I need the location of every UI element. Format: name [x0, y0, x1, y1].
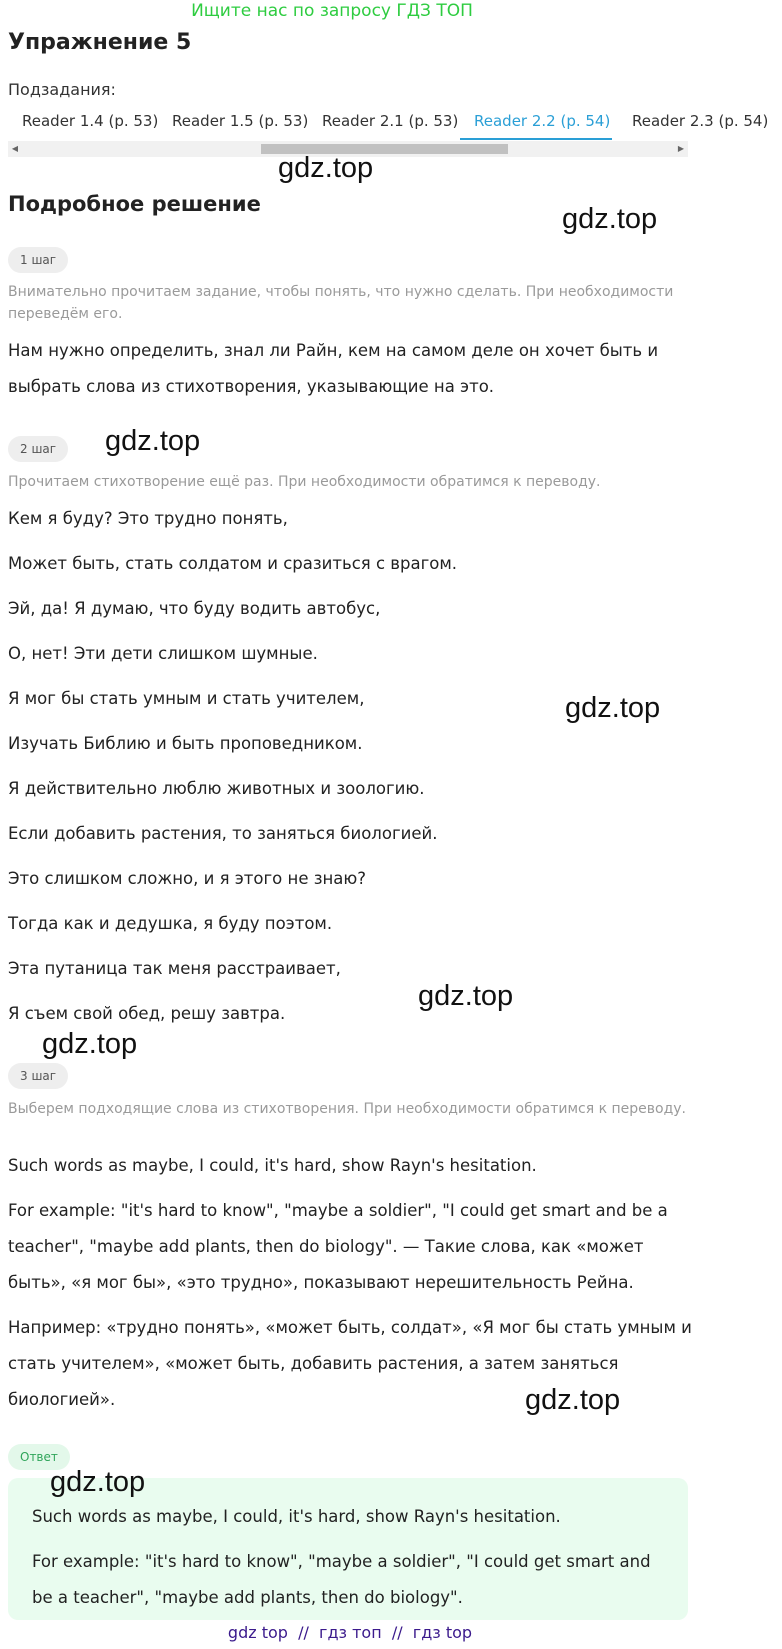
poem-line: Может быть, стать солдатом и сразиться с врагом.	[8, 554, 458, 573]
step-text: Such words as maybe, I could, it's hard, show Rayn's hesitation.	[8, 1156, 537, 1175]
poem-line: Я мог бы стать умным и стать учителем,	[8, 689, 365, 708]
step-hint: Внимательно прочитаем задание, чтобы понять, что нужно сделать. При необходимости переведём его.	[8, 284, 674, 322]
tab-reader-2-2[interactable]: Reader 2.2 (p. 54)	[460, 104, 612, 140]
page-title: Упражнение 5	[8, 30, 192, 55]
watermark: gdz.top	[565, 692, 661, 724]
watermark: gdz.top	[562, 203, 658, 235]
tab-reader-2-3[interactable]: Reader 2.3 (p. 54)	[632, 112, 769, 130]
poem-line: Я действительно люблю животных и зоологию.	[8, 779, 425, 798]
footer-links[interactable]: gdz top // гдз топ // гдз top	[227, 1623, 473, 1642]
watermark: gdz.top	[50, 1466, 146, 1498]
tab-reader-2-1[interactable]: Reader 2.1 (p. 53)	[322, 112, 459, 130]
step-text: Нам нужно определить, знал ли Райн, кем на самом деле он хочет быть и выбрать слова из стихотворения, указывающие на это.	[8, 341, 659, 396]
watermark: gdz.top	[278, 152, 374, 184]
tab-reader-1-4[interactable]: Reader 1.4 (p. 53)	[22, 112, 159, 130]
poem-line: Тогда как и дедушка, я буду поэтом.	[8, 914, 333, 933]
step-text: For example: "it's hard to know", "maybe a soldier", "I could get smart and be a teacher", "maybe add plants, then do biology". — Такие слова, как «может быть», «я мог бы», «это трудно», показывают нерешительность Рейна.	[8, 1201, 668, 1292]
scroll-left-icon[interactable]: ◀	[11, 144, 19, 153]
watermark: gdz.top	[42, 1028, 138, 1060]
tab-reader-1-5[interactable]: Reader 1.5 (p. 53)	[172, 112, 309, 130]
section-title: Подробное решение	[8, 192, 261, 216]
poem-line: Если добавить растения, то заняться биологией.	[8, 824, 438, 843]
answer-text: Such words as maybe, I could, it's hard, show Rayn's hesitation.	[32, 1507, 561, 1526]
subtask-tabs	[8, 104, 769, 140]
subtasks-label: Подзадания:	[8, 80, 116, 99]
watermark: gdz.top	[418, 980, 514, 1012]
poem-line: Изучать Библию и быть проповедником.	[8, 734, 363, 753]
poem-line: Это слишком сложно, и я этого не знаю?	[8, 869, 367, 888]
step-hint: Выберем подходящие слова из стихотворения. При необходимости обратимся к переводу.	[8, 1101, 686, 1117]
poem-line: Эй, да! Я думаю, что буду водить автобус,	[8, 599, 381, 618]
watermark: gdz.top	[525, 1384, 621, 1416]
step-text: Например: «трудно понять», «может быть, солдат», «Я мог бы стать умным и стать учителем», «может быть, добавить растения, а затем заняться биологией».	[8, 1318, 692, 1409]
poem-line: Я съем свой обед, решу завтра.	[8, 1004, 286, 1023]
promo-banner: Ищите нас по запросу ГДЗ ТОП	[191, 1, 473, 21]
answer-text: For example: "it's hard to know", "maybe a soldier", "I could get smart and be a teacher", "maybe add plants, then do biology".	[32, 1552, 651, 1607]
answer-badge: Ответ	[8, 1444, 70, 1470]
poem-line: Эта путаница так меня расстраивает,	[8, 959, 341, 978]
step-badge: 3 шаг	[8, 1063, 68, 1089]
scroll-right-icon[interactable]: ▶	[677, 144, 685, 153]
watermark: gdz.top	[105, 425, 201, 457]
step-badge: 2 шаг	[8, 436, 68, 462]
step-hint: Прочитаем стихотворение ещё раз. При необходимости обратимся к переводу.	[8, 474, 601, 490]
step-badge: 1 шаг	[8, 247, 68, 273]
poem-line: О, нет! Эти дети слишком шумные.	[8, 644, 318, 663]
poem-line: Кем я буду? Это трудно понять,	[8, 509, 288, 528]
